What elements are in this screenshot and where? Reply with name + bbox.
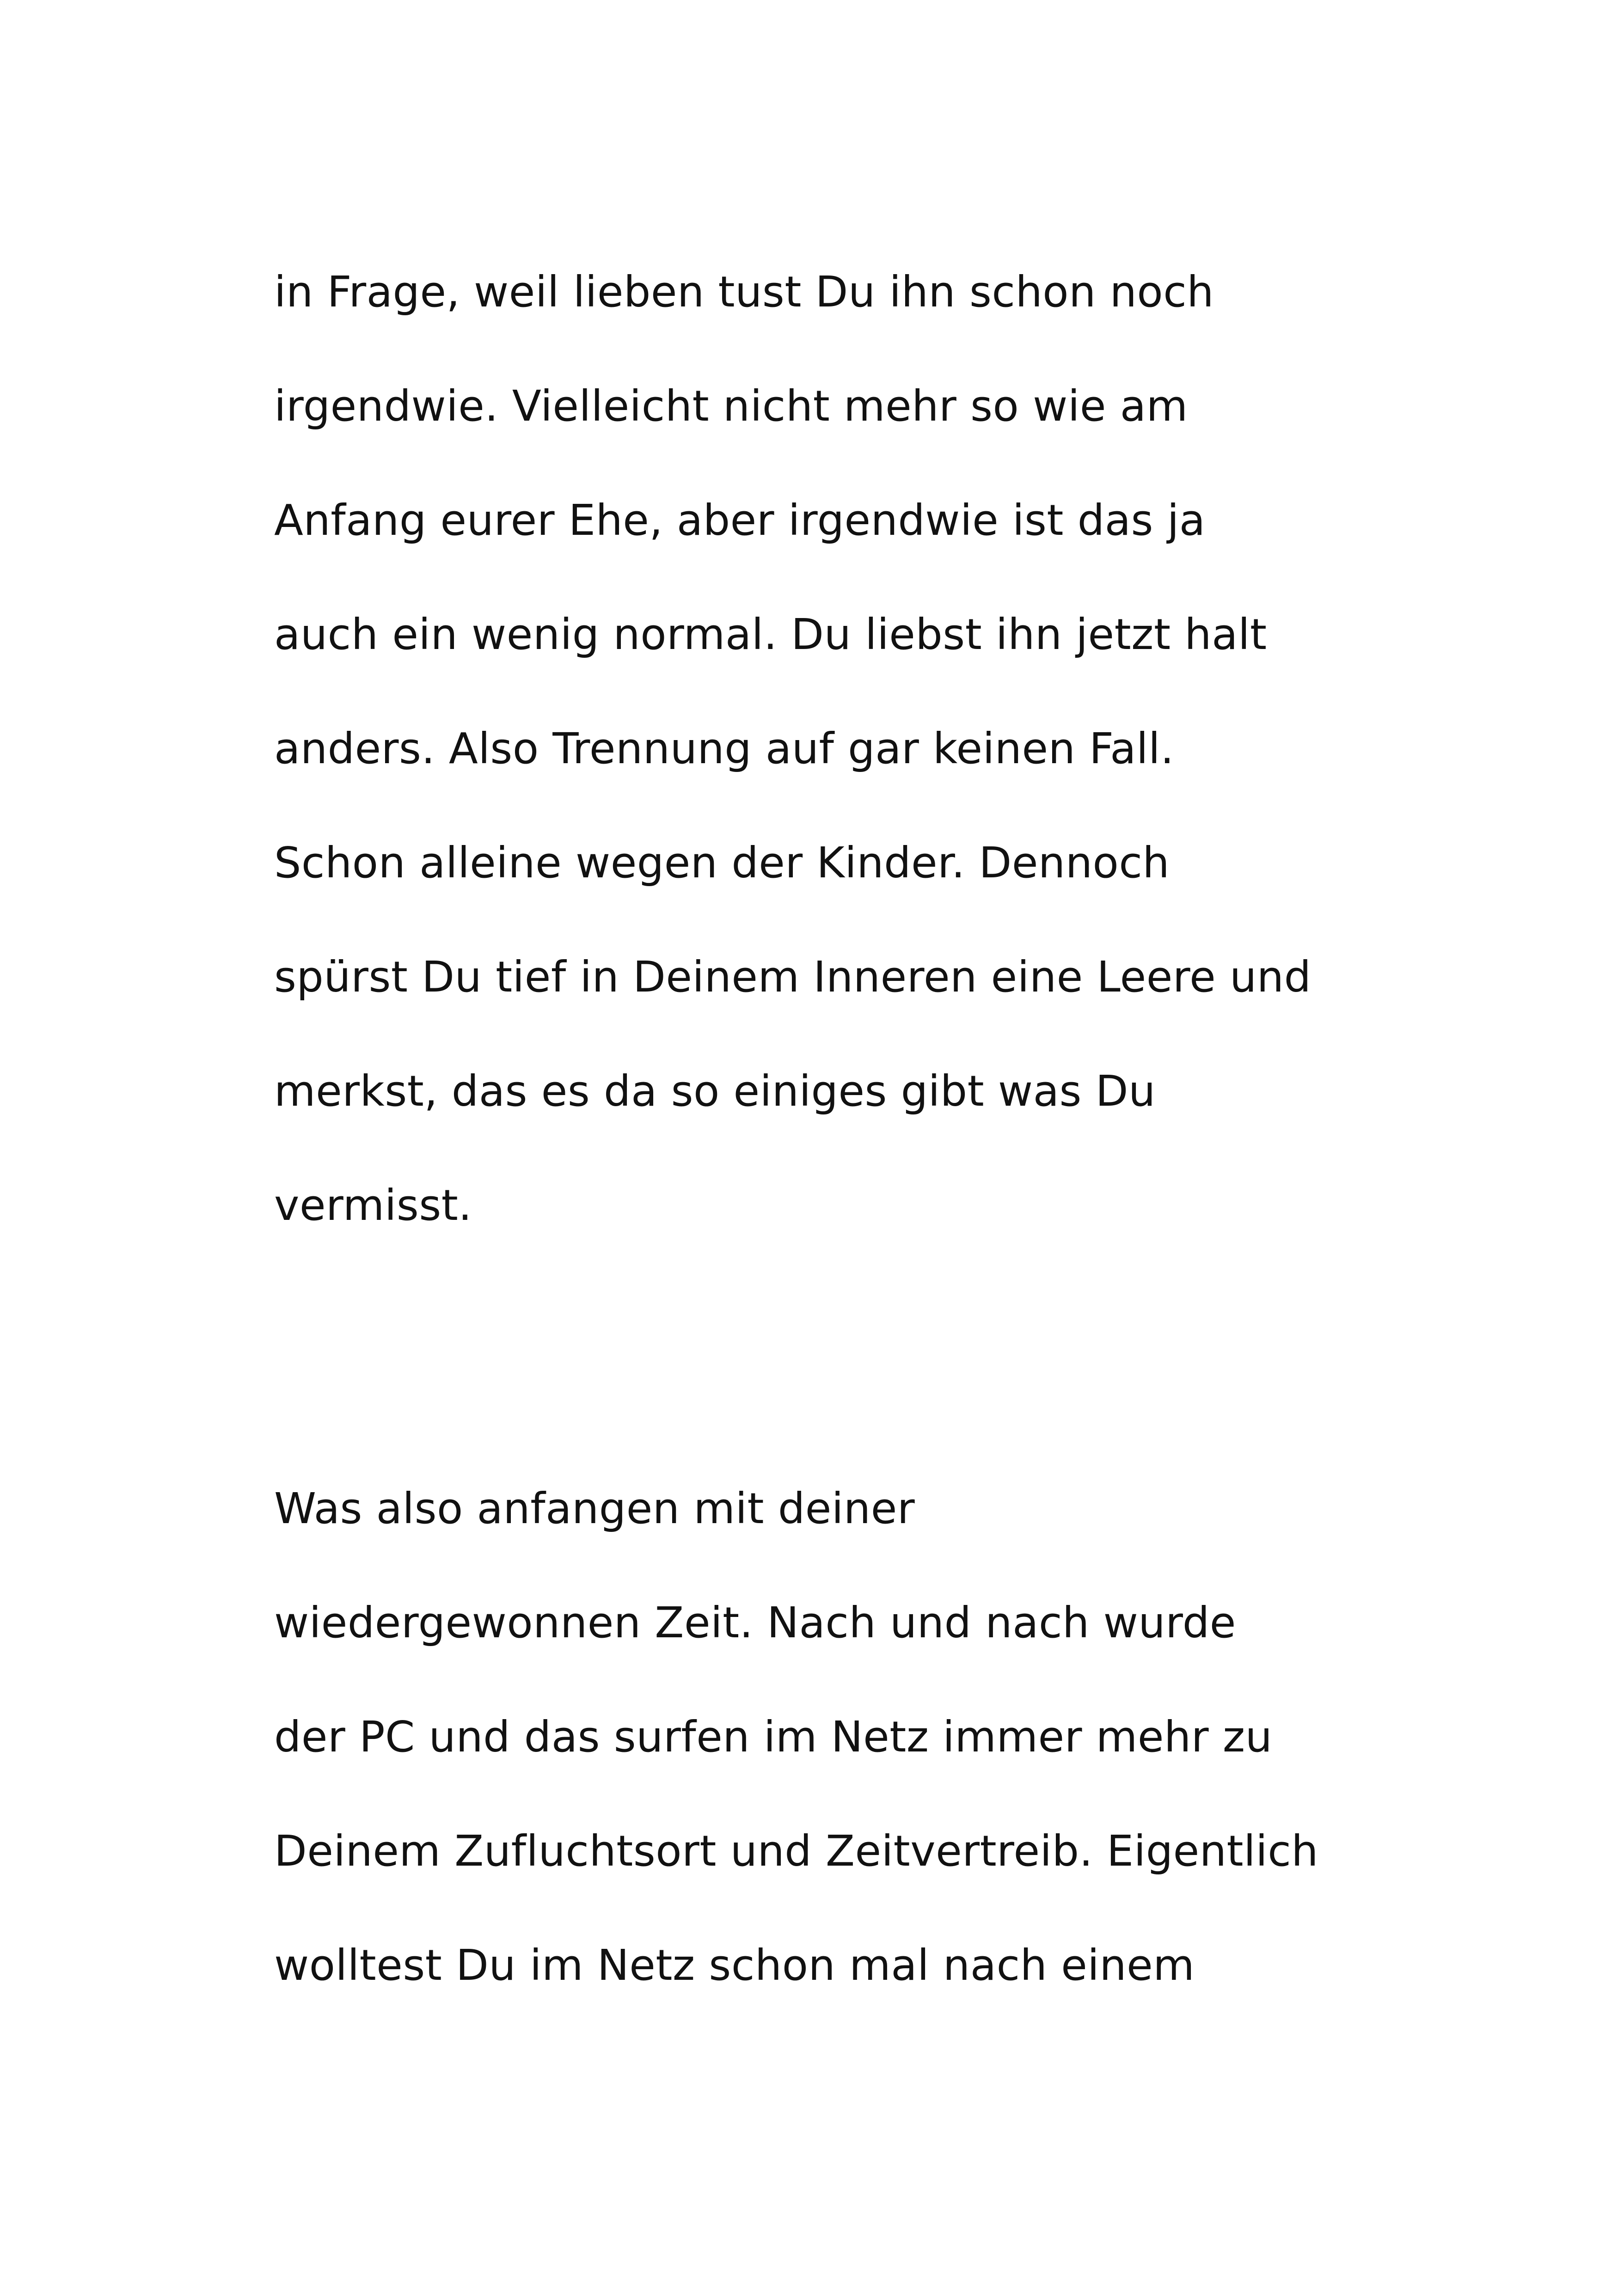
text-line: wiedergewonnen Zeit. Nach und nach wurde (274, 1598, 1236, 1647)
text-line: vermisst. (274, 1181, 472, 1230)
text-line: spürst Du tief in Deinem Inneren eine Leere und (274, 952, 1312, 1002)
text-line: Deinem Zufluchtsort und Zeitvertreib. Eigentlich (274, 1826, 1319, 1876)
text-line: Was also anfangen mit deiner (274, 1484, 915, 1533)
paragraph (274, 269, 1384, 1297)
text-line: wolltest Du im Netz schon mal nach einem (274, 1941, 1195, 1990)
paragraph (274, 1486, 1384, 2057)
text-line: auch ein wenig normal. Du liebst ihn jetzt halt (274, 610, 1267, 659)
text-line: irgendwie. Vielleicht nicht mehr so wie am (274, 381, 1188, 431)
text-line: anders. Also Trennung auf gar keinen Fall. (274, 724, 1174, 773)
text-line: in Frage, weil lieben tust Du ihn schon noch (274, 267, 1214, 317)
text-line: der PC und das surfen im Netz immer mehr zu (274, 1712, 1273, 1762)
text-line: Schon alleine wegen der Kinder. Dennoch (274, 838, 1170, 888)
text-line: Anfang eurer Ehe, aber irgendwie ist das ja (274, 496, 1206, 545)
text-line: merkst, das es da so einiges gibt was Du (274, 1066, 1156, 1116)
